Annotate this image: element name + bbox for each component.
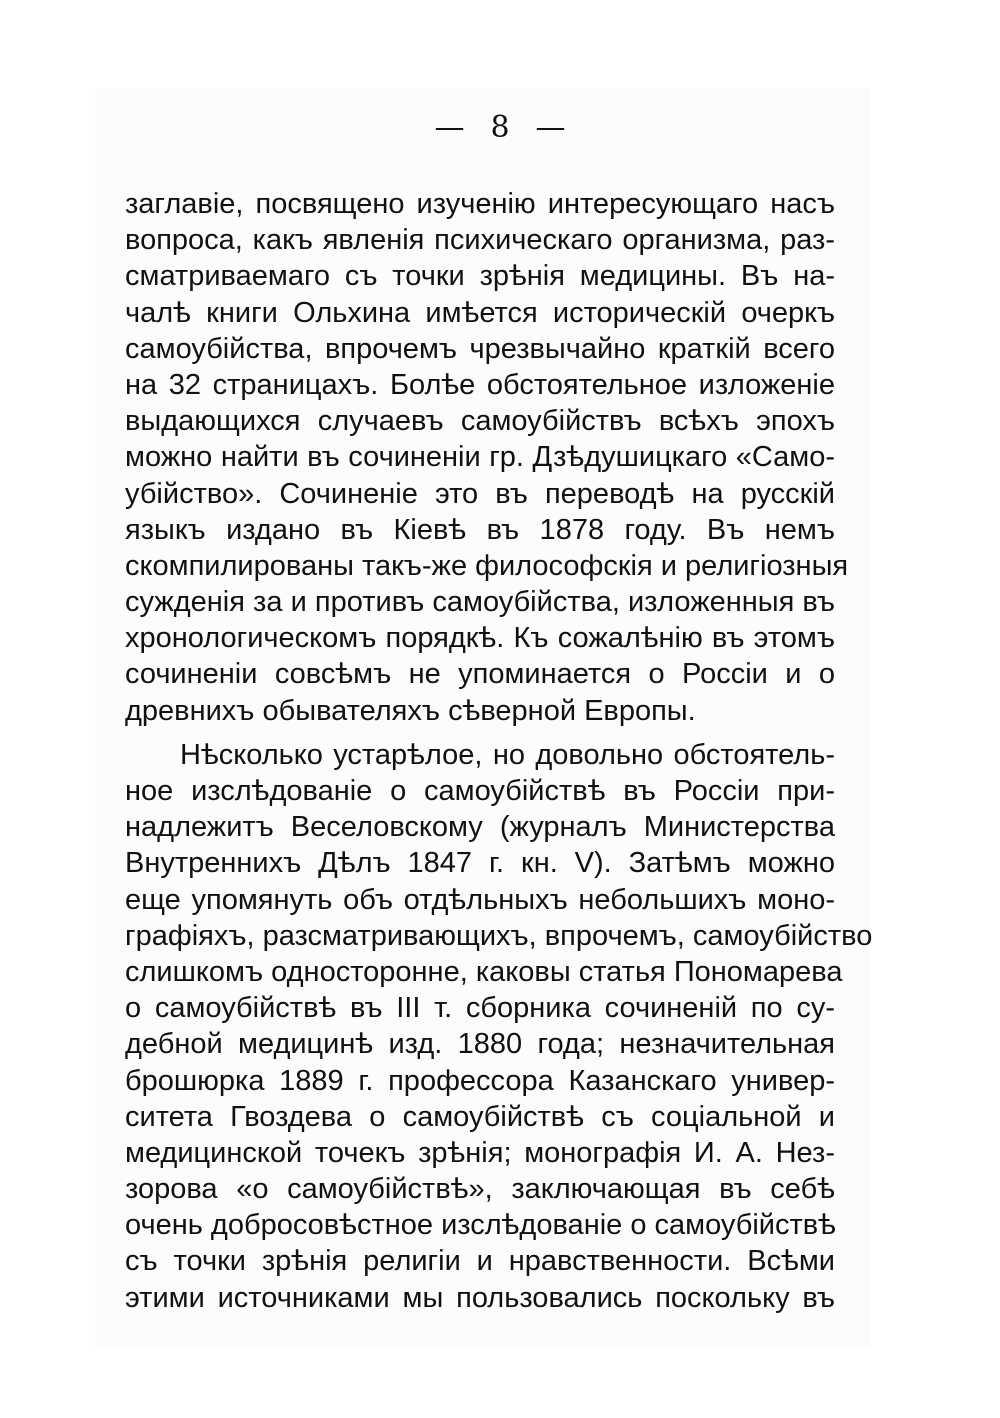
- text-line: чалѣ книги Ольхина имѣется историческій очеркъ: [125, 296, 835, 329]
- text-line: на 32 страницахъ. Болѣе обстоятельное изложеніе: [125, 368, 835, 401]
- page-number-dash-left: —: [434, 110, 465, 145]
- text-line: еще упомянуть объ отдѣльныхъ небольшихъ моно-: [125, 883, 835, 916]
- body-text: [125, 186, 873, 1316]
- page-number-value: 8: [490, 110, 510, 145]
- text-line: Нѣсколько устарѣлое, но довольно обстоятель-: [180, 738, 835, 771]
- paragraph-1: [125, 186, 849, 729]
- text-line: зорова «о самоубійствѣ», заключающая въ себѣ: [125, 1173, 835, 1206]
- text-line: сочиненіи совсѣмъ не упоминается о Россіи и о: [125, 658, 835, 691]
- text-line: надлежитъ Веселовскому (журналъ Министерства: [125, 811, 835, 844]
- text-line: Внутреннихъ Дѣлъ 1847 г. кн. V). Затѣмъ можно: [125, 847, 835, 880]
- text-line: хронологическомъ порядкѣ. Къ сожалѣнію въ этомъ: [125, 622, 835, 655]
- text-line: ное изслѣдованіе о самоубійствѣ въ Россіи при-: [125, 775, 835, 807]
- text-line: дебной медицинѣ изд. 1880 года; незначительная: [125, 1028, 835, 1061]
- text-line: выдающихся случаевъ самоубійствъ всѣхъ эпохъ: [125, 405, 835, 438]
- text-line: этими источниками мы пользовались поскольку въ: [125, 1281, 835, 1314]
- paragraph-gap: [125, 729, 835, 737]
- text-line: графіяхъ, разсматривающихъ, впрочемъ, самоубійство: [125, 919, 873, 952]
- text-line: языкъ издано въ Кіевѣ въ 1878 году. Въ немъ: [125, 513, 835, 546]
- text-line: древнихъ обывателяхъ сѣверной Европы.: [125, 694, 696, 727]
- text-line: заглавіе, посвящено изученію интересующаго насъ: [125, 188, 835, 220]
- text-line: о самоубійствѣ въ III т. сборника сочиненій по су-: [125, 992, 835, 1025]
- text-line: брошюрка 1889 г. профессора Казанскаго универ-: [125, 1064, 835, 1097]
- paragraph-2: [125, 737, 873, 1316]
- text-line: самоубійства, впрочемъ чрезвычайно краткій всего: [125, 332, 835, 365]
- text-line: вопроса, какъ явленія психическаго организма, раз-: [125, 224, 835, 257]
- text-line: медицинской точекъ зрѣнія; монографія И. А. Нез-: [125, 1136, 835, 1169]
- text-line: очень добросовѣстное изслѣдованіе о самоубійствѣ: [125, 1209, 836, 1242]
- text-line: сматриваемаго съ точки зрѣнія медицины. Въ на-: [125, 260, 835, 293]
- text-line: сужденія за и противъ самоубійства, изложенныя въ: [125, 586, 835, 619]
- text-line: слишкомъ односторонне, каковы статья Пономарева: [125, 955, 843, 988]
- text-line: ситета Гвоздева о самоубійствѣ съ соціальной и: [125, 1100, 835, 1133]
- text-line: можно найти въ сочиненіи гр. Дзѣдушицкаго «Само-: [125, 441, 835, 474]
- text-line: скомпилированы такъ-же философскія и религіозныя: [125, 549, 849, 582]
- page-number: [0, 110, 1000, 145]
- text-line: съ точки зрѣнія религіи и нравственности. Всѣми: [125, 1245, 835, 1278]
- text-line: убійство». Сочиненіе это въ переводѣ на русскій: [125, 477, 835, 510]
- page-number-dash-right: —: [535, 110, 566, 145]
